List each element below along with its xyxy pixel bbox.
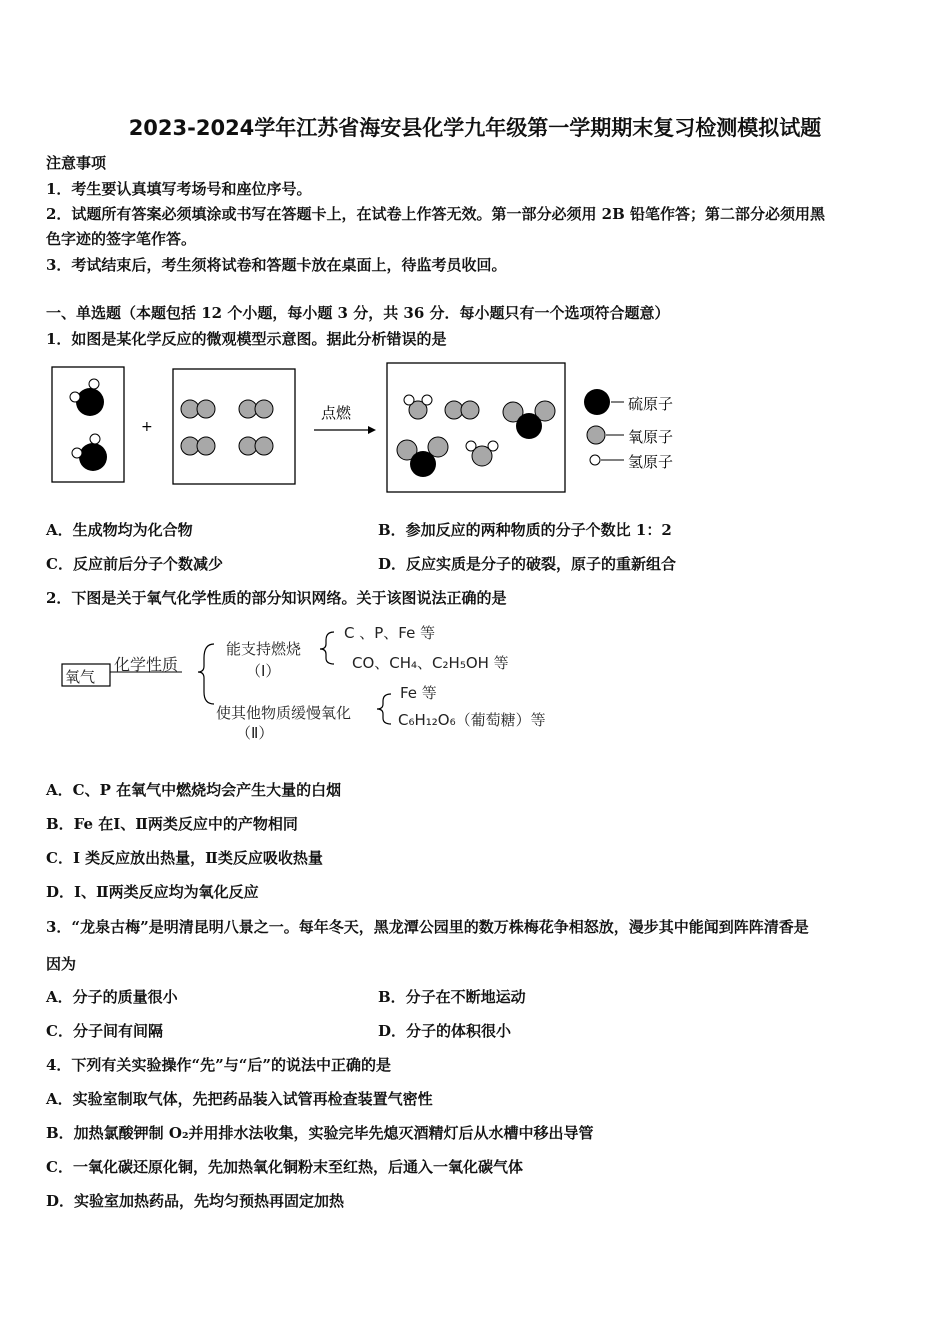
q3-option-b: B．分子在不断地运动 <box>378 988 526 1006</box>
plus-sign: + <box>141 419 153 435</box>
root-label: 氧气 <box>65 668 96 686</box>
q3-option-a: A．分子的质量很小 <box>46 988 178 1006</box>
q4-option-a: A．实验室制取气体，先把药品装入试管再检查装置气密性 <box>46 1090 433 1108</box>
q3-option-c: C．分子间有间隔 <box>46 1022 163 1040</box>
q2-stem: 2．下图是关于氧气化学性质的部分知识网络。关于该图说法正确的是 <box>46 589 507 607</box>
cat1-item: C 、P、Fe 等 <box>344 624 436 642</box>
q2-option-d: D．I、Ⅱ两类反应均为氧化反应 <box>46 883 259 901</box>
q3-stem-cont: 因为 <box>46 955 77 973</box>
hydrogen-atom-icon <box>590 455 600 465</box>
cat2-num: （Ⅱ） <box>236 724 274 742</box>
cat2-item: Fe 等 <box>400 684 437 702</box>
cat2-label: 使其他物质缓慢氧化 <box>216 704 352 722</box>
q2-option-a: A．C、P 在氧气中燃烧均会产生大量的白烟 <box>46 781 342 799</box>
h2s-molecule <box>70 379 104 416</box>
q1-option-a: A．生成物均为化合物 <box>46 521 193 539</box>
legend-sulfur: 硫原子 <box>628 395 674 413</box>
q1-molecule-diagram <box>46 360 706 500</box>
cat2-item: C₆H₁₂O₆（葡萄糖）等 <box>398 711 546 729</box>
q3-stem: 3．“龙泉古梅”是明清昆明八景之一。每年冬天，黑龙潭公园里的数万株梅花争相怒放，漫步其中能闻到阵阵清香是 <box>46 918 809 936</box>
q4-stem: 4．下列有关实验操作“先”与“后”的说法中正确的是 <box>46 1056 391 1074</box>
water-molecule <box>404 395 432 419</box>
so2-molecule <box>397 437 448 477</box>
q4-option-b: B．加热氯酸钾制 O₂并用排水法收集，实验完毕先熄灭酒精灯后从水槽中移出导管 <box>46 1124 594 1142</box>
legend-oxygen: 氧原子 <box>628 428 674 446</box>
branch-label: 化学性质 <box>114 655 179 674</box>
sulfur-atom-icon <box>584 389 610 415</box>
cat1-item: CO、CH₄、C₂H₅OH 等 <box>352 654 509 672</box>
q1-option-c: C．反应前后分子个数减少 <box>46 555 223 573</box>
notice-item: 2．试题所有答案必须填涂或书写在答题卡上，在试卷上作答无效。第一部分必须用 2B 铅笔作答；第二部分必须用黑 <box>46 205 826 223</box>
q2-knowledge-network <box>46 614 586 754</box>
brace-1 <box>198 644 214 704</box>
notice-item: 1．考生要认真填写考场号和座位序号。 <box>46 180 312 198</box>
reactant-box-2 <box>173 369 295 484</box>
h2s-molecule <box>72 434 107 471</box>
notice-item: 3．考试结束后，考生须将试卷和答题卡放在桌面上，待监考员收回。 <box>46 256 507 274</box>
cat1-label: 能支持燃烧 <box>226 640 302 658</box>
reaction-condition: 点燃 <box>321 404 352 422</box>
notice-heading: 注意事项 <box>46 154 107 172</box>
q4-option-d: D．实验室加热药品，先均匀预热再固定加热 <box>46 1192 345 1210</box>
notice-item: 色字迹的签字笔作答。 <box>46 230 197 248</box>
q1-stem: 1．如图是某化学反应的微观模型示意图。据此分析错误的是 <box>46 330 447 348</box>
brace-2 <box>320 632 334 664</box>
q2-option-c: C．I 类反应放出热量，Ⅱ类反应吸收热量 <box>46 849 323 867</box>
q4-option-c: C．一氧化碳还原化铜，先加热氧化铜粉末至红热，后通入一氧化碳气体 <box>46 1158 523 1176</box>
q3-option-d: D．分子的体积很小 <box>378 1022 512 1040</box>
legend-hydrogen: 氢原子 <box>628 453 674 471</box>
water-molecule <box>466 441 498 466</box>
q1-option-d: D．反应实质是分子的破裂，原子的重新组合 <box>378 555 677 573</box>
page-title: 2023-2024学年江苏省海安县化学九年级第一学期期末复习检测模拟试题 <box>128 116 822 140</box>
cat1-num: （Ⅰ） <box>246 662 281 680</box>
oxygen-atom-icon <box>587 426 605 444</box>
q1-option-b: B．参加反应的两种物质的分子个数比 1：2 <box>378 521 672 539</box>
section-heading: 一、单选题（本题包括 12 个小题，每小题 3 分，共 36 分．每小题只有一个选项符合题意） <box>46 304 670 322</box>
q2-option-b: B．Fe 在Ⅰ、Ⅱ两类反应中的产物相同 <box>46 815 298 833</box>
brace-3 <box>377 694 391 724</box>
so2-molecule <box>503 401 555 439</box>
